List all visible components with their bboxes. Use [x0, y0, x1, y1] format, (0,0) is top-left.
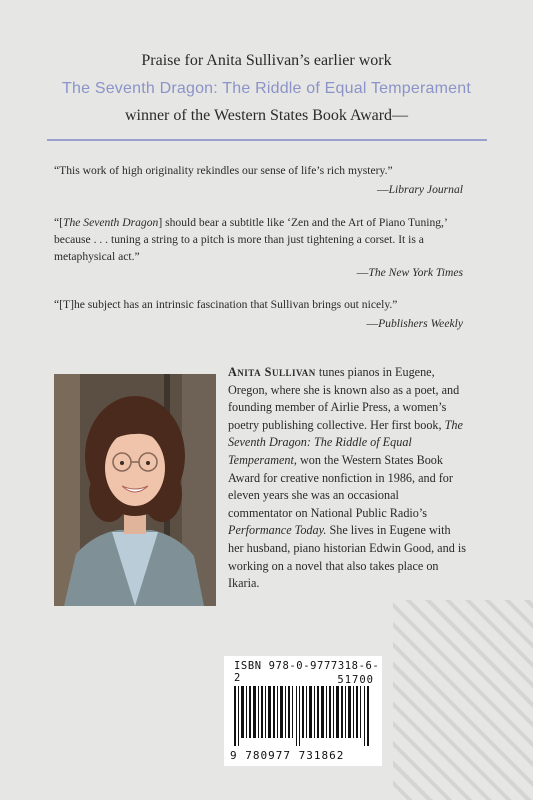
praise-heading: Praise for Anita Sullivan’s earlier work: [141, 52, 392, 69]
bio-show-title: Performance Today.: [228, 523, 327, 538]
book-title: The Seventh Dragon: The Riddle of Equal Temperament: [62, 80, 471, 97]
author-name: Anita Sullivan: [228, 365, 316, 379]
quote-new-york-times: “[The Seventh Dragon] should bear a subtitle like ‘Zen and the Art of Piano Tuning,’ because . . . tuning a string to a pitch is more than just tightening a corset. It is a metaphysical act.”: [54, 216, 447, 263]
divider: [47, 139, 487, 141]
background-stripes: [393, 600, 533, 800]
quote-source-publishers-weekly: —Publishers Weekly: [366, 317, 463, 330]
author-photo: [54, 374, 216, 606]
award-line: winner of the Western States Book Award—: [124, 107, 409, 124]
quote-library-journal: “This work of high originality rekindles our sense of life’s rich mystery.”: [54, 164, 393, 177]
isbn-label: ISBN 978-0-9777318-6-2: [234, 660, 380, 684]
author-bio: Anita Sullivan tunes pianos in Eugene, Oregon, where she is known also as a poet, and founding member of Airlie Press, a women’s poetry publishing collective. Her first book, The Seventh Dragon: The Riddle of Equal Temperament, won the Western States Book Award for creative nonfiction in 1986, and for eleven years she was an occasional commentator on National Public Radio’s Performance Today. She lives in Eugene with her husband, piano historian Edwin Good, and is working on a novel that also takes place on Ikaria.: [54, 364, 466, 610]
quote-publishers-weekly: “[T]he subject has an intrinsic fascination that Sullivan brings out nicely.”: [54, 298, 398, 311]
isbn-barcode: [224, 656, 382, 766]
price-code: 51700: [337, 674, 374, 686]
quote-source-library-journal: —Library Journal: [377, 183, 463, 196]
barcode-icon: [232, 686, 376, 746]
bio-book-title: The Seventh Dragon: The Riddle of Equal Temperament: [228, 417, 463, 467]
ean-number: 9 780977 731862: [230, 749, 345, 762]
quote-source-new-york-times: —The New York Times: [356, 266, 463, 279]
quote-book-title: The Seventh Dragon: [63, 216, 159, 229]
